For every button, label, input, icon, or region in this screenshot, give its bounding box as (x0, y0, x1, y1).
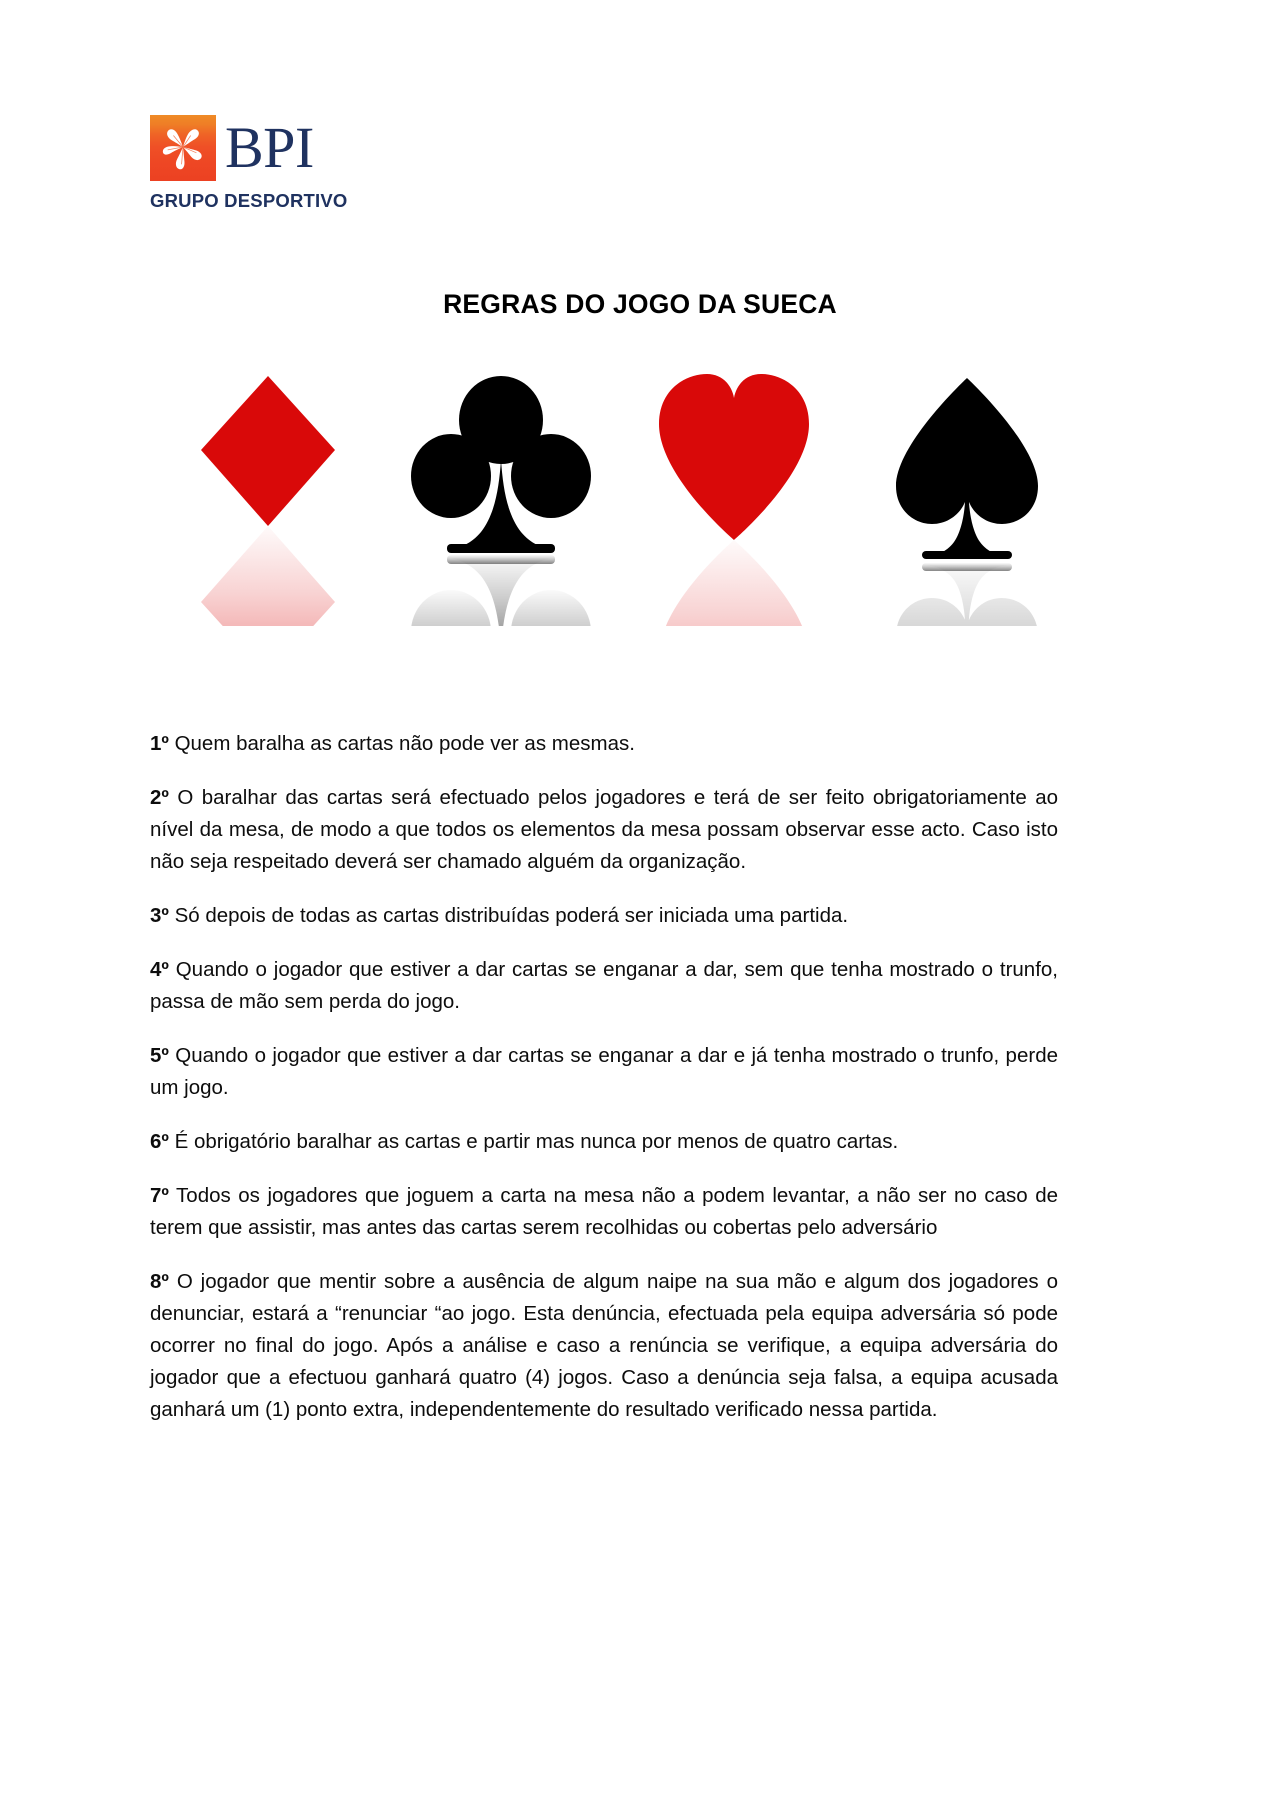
rule-number: 4º (150, 958, 169, 981)
rule-item-7 (150, 1180, 1058, 1244)
rule-text: É obrigatório baralhar as cartas e partir mas nunca por menos de quatro cartas. (168, 1130, 899, 1153)
logo-subtitle: GRUPO DESPORTIVO (150, 190, 348, 211)
rule-text: O baralhar das cartas será efectuado pelos jogadores e terá de ser feito obrigatoriamente ao nível da mesa, de modo a que todos os elementos da mesa possam observar esse acto. Caso isto não seja respeitado deverá ser chamado alguém da organização. (150, 786, 1058, 873)
logo-wordmark: BPI (225, 115, 314, 180)
rule-item-6 (150, 1126, 1058, 1158)
bpi-logo (150, 112, 350, 212)
diamond-suit-icon (183, 368, 353, 626)
rule-item-2 (150, 782, 1058, 878)
rules-list (150, 728, 1058, 1426)
rule-text: Só depois de todas as cartas distribuídas poderá ser iniciada uma partida. (168, 904, 849, 927)
rule-text: O jogador que mentir sobre a ausência de algum naipe na sua mão e algum dos jogadores o denunciar, estará a “renunciar “ao jogo. Esta denúncia, efectuada pela equipa adversária só pode ocorrer no final do jogo. Após a análise e caso a renúncia se verifique, a equipa adversária do jogador que a efectuou ganhará quatro (4) jogos. Caso a denúncia seja falsa, a equipa acusada ganhará um (1) ponto extra, independentemente do resultado verificado nessa partida. (150, 1270, 1058, 1421)
spade-suit-icon (880, 368, 1055, 626)
page-title: REGRAS DO JOGO DA SUECA (443, 288, 837, 319)
rule-number: 2º (150, 786, 169, 809)
rule-text: Quem baralha as cartas não pode ver as mesmas. (168, 732, 635, 755)
rule-item-5 (150, 1040, 1058, 1104)
suit-diamond-cell (168, 368, 368, 628)
rule-number: 6º (150, 1130, 169, 1153)
flower-icon (150, 115, 216, 181)
rule-item-3 (150, 900, 1058, 932)
suit-club-cell (401, 368, 601, 628)
rule-text: Quando o jogador que estiver a dar cartas se enganar a dar e já tenha mostrado o trunfo, perde um jogo. (150, 1044, 1058, 1099)
logo-row (150, 112, 350, 184)
suit-heart-cell (635, 368, 835, 628)
rule-number: 1º (150, 732, 169, 755)
rule-text: Quando o jogador que estiver a dar cartas se enganar a dar, sem que tenha mostrado o trunfo, passa de mão sem perda do jogo. (150, 958, 1058, 1013)
rule-text: Todos os jogadores que joguem a carta na mesa não a podem levantar, a não ser no caso de terem que assistir, mas antes das cartas serem recolhidas ou cobertas pelo adversário (150, 1184, 1058, 1239)
rule-item-1 (150, 728, 1058, 760)
heart-suit-icon (647, 368, 822, 626)
rule-item-4 (150, 954, 1058, 1018)
rule-item-8 (150, 1266, 1058, 1426)
rule-number: 7º (150, 1184, 169, 1207)
club-suit-icon (411, 368, 591, 626)
rule-number: 5º (150, 1044, 169, 1067)
rule-number: 3º (150, 904, 169, 927)
suit-spade-cell (868, 368, 1068, 628)
rule-number: 8º (150, 1270, 169, 1293)
card-suits-illustration (168, 368, 1068, 628)
